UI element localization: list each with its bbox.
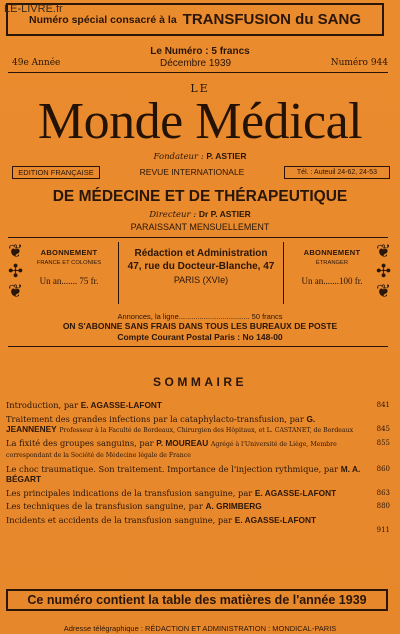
toc-page: 855 <box>376 439 390 448</box>
banner-topic: TRANSFUSION du SANG <box>182 11 361 28</box>
toc-title: Les techniques de la transfusion sanguine, par <box>6 501 203 512</box>
toc-author: E. AGASSE-LAFONT <box>254 487 337 498</box>
banner-prefix: Numéro spécial consacré à la <box>29 13 177 26</box>
telephone: Tél. : Auteuil 24-62, 24-53 <box>284 166 390 179</box>
journal-subtitle: DE MÉDECINE ET DE THÉRAPEUTIQUE <box>52 188 348 205</box>
footer-address: Adresse télégraphique : RÉDACTION ET ADMINISTRATION : MONDICAL-PARIS <box>63 624 337 633</box>
issue-year: 49e Année <box>12 58 61 68</box>
ornament-icon: ❦ ✣ ❦ <box>8 241 24 302</box>
ornament-icon: ❦ ✣ ❦ <box>376 241 392 302</box>
toc-author: M. A. BÉGART <box>6 463 361 485</box>
toc-author: E. AGASSE-LAFONT <box>80 400 162 410</box>
subscription-france <box>28 248 110 286</box>
edition-label: EDITION FRANÇAISE <box>12 166 100 179</box>
subscription-scope: ÉTRANGER <box>315 260 349 266</box>
divider <box>8 346 388 347</box>
index-notice: Ce numéro contient la table des matières de l'année 1939 <box>6 589 388 611</box>
toc-entry <box>6 414 390 436</box>
subscription-price: Un an....... 75 fr. <box>39 276 99 286</box>
founder-label: Fondateur : <box>153 152 204 162</box>
toc-entry <box>6 515 390 535</box>
toc-description: Agrégé à l'Université de Liège, Membre correspondant de la Société de Médecine légale de France <box>6 441 337 460</box>
toc-author: E. AGASSE-LAFONT <box>234 515 317 526</box>
toc-entry <box>6 438 390 460</box>
subscription-scope: FRANCE ET COLONIES <box>36 260 102 266</box>
toc-title: Introduction, par <box>6 400 79 410</box>
founder-name: P. ASTIER <box>206 151 247 161</box>
subscription-block <box>8 242 390 304</box>
masthead-article: LE <box>190 82 210 95</box>
toc-title: Le choc traumatique. Son traitement. Importance de l'injection rythmique, par <box>6 463 339 474</box>
issue-price: Le Numéro : 5 francs <box>150 46 250 57</box>
address-heading: Rédaction et Administration <box>134 248 268 259</box>
toc-author: A. GRIMBERG <box>205 501 262 512</box>
issue-date: Décembre 1939 <box>159 58 232 69</box>
founder-line <box>0 151 400 162</box>
toc-title: Traitement des grandes infections par la cataphylacto-transfusion, par <box>6 413 304 424</box>
editorial-address <box>118 242 284 304</box>
director-name: Dr P. ASTIER <box>198 209 251 219</box>
toc-entry <box>6 464 390 485</box>
postal-account: Compte Courant Postal Paris : No 148-00 <box>117 332 283 342</box>
toc-title: La fixité des groupes sanguins, par <box>6 438 154 449</box>
contents-heading: SOMMAIRE <box>153 375 247 389</box>
advert-rate: Annonces, la ligne.................................. 50 francs <box>117 312 283 321</box>
edition-row <box>12 166 388 180</box>
watermark: LE-LIVRE.fr <box>4 3 63 15</box>
toc-title: Les principales indications de la transfusion sanguine, par <box>6 487 253 498</box>
subscription-price: Un an.......100 fr. <box>301 276 363 286</box>
toc-entry <box>6 400 390 411</box>
masthead-title: Monde Médical <box>37 93 363 150</box>
subscription-heading: ABONNEMENT <box>40 248 98 257</box>
subscribe-note: ON S'ABONNE SANS FRAIS DANS TOUS LES BUREAUX DE POSTE <box>62 321 338 331</box>
toc-page: 863 <box>376 488 390 497</box>
issue-number: Numéro 944 <box>330 58 388 68</box>
toc-entry <box>6 501 390 512</box>
toc-page: 845 <box>376 424 390 433</box>
divider <box>8 72 388 73</box>
toc-page: 880 <box>376 502 390 511</box>
director-line <box>0 209 400 220</box>
address-street: 47, rue du Docteur-Blanche, 47 <box>127 261 275 272</box>
toc-title: Incidents et accidents de la transfusion sanguine, par <box>6 515 233 526</box>
toc-page: 911 <box>376 526 390 535</box>
table-of-contents <box>6 400 390 535</box>
edition-center: REVUE INTERNATIONALE <box>139 167 245 177</box>
address-city: PARIS (XVIe) <box>173 275 229 285</box>
divider <box>8 237 388 238</box>
subscription-heading: ABONNEMENT <box>303 248 361 257</box>
publication-frequency: PARAISSANT MENSUELLEMENT <box>130 222 270 232</box>
toc-description: Professeur à la Faculté de Bordeaux, Chirurgien des Hôpitaux, et L. CASTANET, de Bordeaux <box>59 427 354 435</box>
issue-info-row <box>12 58 388 69</box>
toc-entry <box>6 488 390 499</box>
toc-page: 841 <box>376 401 390 409</box>
toc-author: G. JEANNENEY <box>6 413 316 435</box>
director-label: Directeur : <box>149 210 197 220</box>
toc-page: 860 <box>376 464 390 473</box>
toc-author: P. MOUREAU <box>156 438 209 449</box>
subscription-abroad <box>292 248 372 286</box>
